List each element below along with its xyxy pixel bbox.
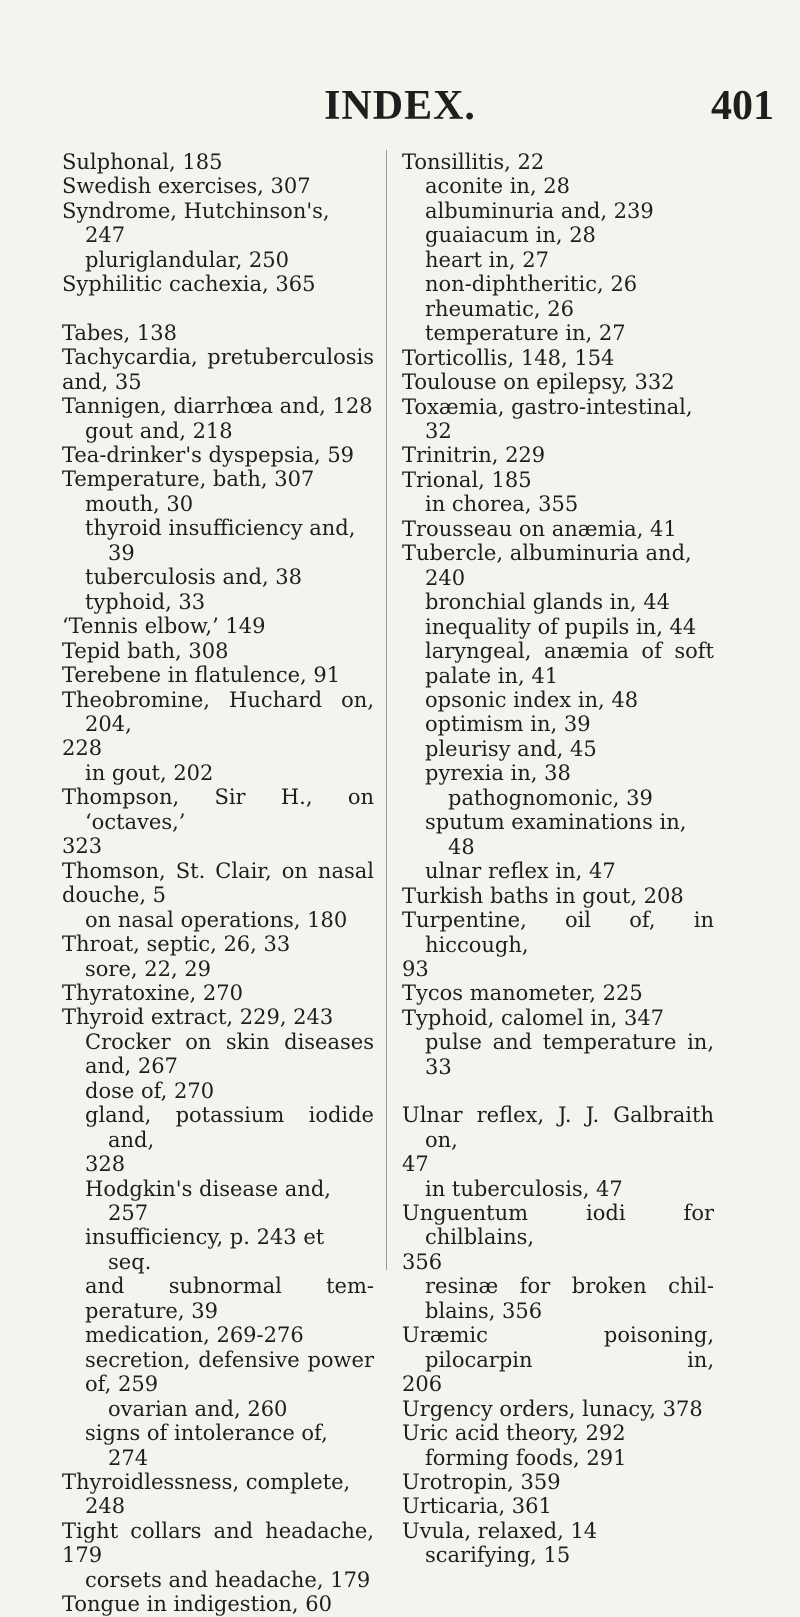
entry-continuation: 93 bbox=[402, 956, 429, 981]
index-entry: Tepid bath, 308 bbox=[62, 638, 229, 663]
entry-line: Crocker on skin diseases bbox=[85, 1029, 374, 1054]
index-subentry: pathognomonic, 39 bbox=[448, 785, 653, 810]
index-entry bbox=[62, 345, 374, 394]
index-entry bbox=[62, 859, 374, 908]
index-entry: Thyratoxine, 270 bbox=[62, 980, 243, 1005]
entry-line: Unguentum iodi for chilblains, bbox=[402, 1201, 714, 1250]
index-subentry: sore, 22, 29 bbox=[85, 956, 212, 981]
index-column-right bbox=[402, 150, 714, 1568]
index-entry: Tannigen, diarrhœa and, 128 bbox=[62, 394, 373, 419]
index-subentry: bronchial glands in, 44 bbox=[425, 590, 670, 615]
index-entry: Syphilitic cachexia, 365 bbox=[62, 272, 316, 297]
index-entry bbox=[402, 1103, 714, 1176]
index-entry: Trousseau on anæmia, 41 bbox=[402, 516, 677, 541]
index-subentry: corsets and headache, 179 bbox=[85, 1567, 371, 1592]
entry-continuation: douche, 5 bbox=[62, 883, 167, 908]
index-subentry: tuberculosis and, 38 bbox=[85, 565, 303, 590]
index-subentry: pyrexia in, 38 bbox=[425, 761, 571, 786]
entry-continuation: of, 259 bbox=[85, 1372, 159, 1397]
index-entry: Urticaria, 361 bbox=[402, 1494, 552, 1519]
entry-continuation: 356 bbox=[402, 1249, 443, 1274]
index-entry: Tea-drinker's dyspepsia, 59 bbox=[62, 442, 355, 467]
index-subentry: on nasal operations, 180 bbox=[85, 907, 348, 932]
index-subentry: inequality of pupils in, 44 bbox=[425, 614, 697, 639]
index-entry: Uvula, relaxed, 14 bbox=[402, 1518, 598, 1543]
index-entry: Tycos manometer, 225 bbox=[402, 981, 643, 1006]
index-entry: Thyroid extract, 229, 243 bbox=[62, 1005, 334, 1030]
index-subentry bbox=[85, 1225, 374, 1323]
index-subentry: scarifying, 15 bbox=[425, 1543, 571, 1568]
index-entry: Tongue in indigestion, 60 bbox=[62, 1592, 332, 1617]
entry-line: pulse and temperature in, bbox=[425, 1030, 714, 1055]
index-subentry: heart in, 27 bbox=[425, 247, 549, 272]
index-subentry: albuminuria and, 239 bbox=[425, 198, 654, 223]
entry-line: gland, potassium iodide and, bbox=[85, 1103, 374, 1152]
index-subentry: guaiacum in, 28 bbox=[425, 223, 596, 248]
entry-line: insufficiency, p. 243 et seq. bbox=[85, 1225, 325, 1274]
page-number: 401 bbox=[711, 83, 774, 129]
index-subentry: typhoid, 33 bbox=[85, 589, 206, 614]
index-subentry: gout and, 218 bbox=[85, 418, 233, 443]
index-entry: Tubercle, albuminuria and, 240 bbox=[402, 541, 692, 590]
index-subentry: pluriglandular, 250 bbox=[85, 247, 290, 272]
index-subentry: signs of intolerance of, 274 bbox=[85, 1421, 328, 1470]
index-entry bbox=[62, 785, 374, 858]
page-header bbox=[0, 82, 800, 132]
index-subentry: opsonic index in, 48 bbox=[425, 687, 639, 712]
entry-continuation: and subnormal tem- bbox=[85, 1274, 374, 1299]
entry-continuation: 33 bbox=[425, 1054, 452, 1079]
entry-line: Thompson, Sir H., on ‘octaves,’ bbox=[62, 785, 374, 834]
index-subentry: ulnar reflex in, 47 bbox=[425, 859, 616, 884]
entry-line: Theobromine, Huchard on, 204, bbox=[62, 687, 374, 736]
index-column-left bbox=[62, 150, 374, 1617]
index-subentry: ovarian and, 260 bbox=[108, 1396, 288, 1421]
entry-line: Ulnar reflex, J. J. Galbraith on, bbox=[402, 1103, 714, 1152]
index-entry: Throat, septic, 26, 33 bbox=[62, 932, 291, 957]
index-subentry: mouth, 30 bbox=[85, 491, 194, 516]
entry-continuation: and, 35 bbox=[62, 369, 142, 394]
entry-line: Uræmic poisoning, pilocarpin in, bbox=[402, 1323, 714, 1372]
index-subentry bbox=[425, 639, 714, 688]
entry-continuation: 47 bbox=[402, 1152, 429, 1177]
index-subentry: sputum examinations in, 48 bbox=[425, 810, 687, 859]
index-subentry: dose of, 270 bbox=[85, 1078, 215, 1103]
column-divider bbox=[386, 150, 387, 1270]
index-subentry: Hodgkin's disease and, 257 bbox=[85, 1176, 331, 1226]
index-entry: Trional, 185 bbox=[402, 467, 532, 492]
index-subentry: temperature in, 27 bbox=[425, 321, 626, 346]
entry-continuation: and, 267 bbox=[85, 1054, 178, 1079]
index-entry: ‘Tennis elbow,’ 149 bbox=[62, 614, 266, 639]
entry-line: Turpentine, oil of, in hiccough, bbox=[402, 908, 714, 957]
index-subentry: optimism in, 39 bbox=[425, 712, 591, 737]
entry-line: resinæ for broken chil- bbox=[425, 1274, 714, 1299]
index-subentry: medication, 269-276 bbox=[85, 1323, 304, 1348]
entry-continuation: blains, 356 bbox=[425, 1298, 543, 1323]
index-entry: Syndrome, Hutchinson's, 247 bbox=[62, 198, 330, 248]
index-subentry: pleurisy and, 45 bbox=[425, 736, 597, 761]
index-entry: Urotropin, 359 bbox=[402, 1470, 561, 1495]
index-entry: Toxæmia, gastro-intestinal, 32 bbox=[402, 394, 693, 443]
entry-line: Tight collars and headache, bbox=[62, 1518, 374, 1543]
index-subentry: non-diphtheritic, 26 bbox=[425, 272, 638, 297]
index-entry: Toulouse on epilepsy, 332 bbox=[402, 370, 675, 395]
index-entry: Uric acid theory, 292 bbox=[402, 1421, 626, 1446]
entry-continuation: palate in, 41 bbox=[425, 663, 559, 688]
index-entry: Trinitrin, 229 bbox=[402, 443, 546, 468]
index-subentry: in tuberculosis, 47 bbox=[425, 1176, 623, 1201]
entry-line: secretion, defensive power bbox=[85, 1347, 374, 1372]
index-entry: Tonsillitis, 22 bbox=[402, 150, 545, 174]
index-entry: Temperature, bath, 307 bbox=[62, 467, 315, 492]
index-subentry: in gout, 202 bbox=[85, 760, 214, 785]
index-subentry: forming foods, 291 bbox=[425, 1445, 627, 1470]
index-entry bbox=[62, 1519, 374, 1568]
entry-continuation: 328 bbox=[85, 1152, 126, 1177]
index-entry: Typhoid, calomel in, 347 bbox=[402, 1005, 665, 1030]
index-entry: Thyroidlessness, complete, 248 bbox=[62, 1470, 351, 1519]
index-entry: Urgency orders, lunacy, 378 bbox=[402, 1396, 703, 1421]
index-entry bbox=[62, 688, 374, 761]
index-subentry bbox=[85, 1348, 374, 1397]
index-entry bbox=[402, 1201, 714, 1274]
page-title: INDEX. bbox=[324, 83, 476, 129]
index-subentry bbox=[85, 1103, 374, 1176]
index-entry: Turkish baths in gout, 208 bbox=[402, 883, 684, 908]
index-subentry: rheumatic, 26 bbox=[425, 296, 574, 321]
entry-line: Thomson, St. Clair, on nasal bbox=[62, 858, 374, 883]
index-entry: Swedish exercises, 307 bbox=[62, 174, 311, 199]
index-entry: Terebene in flatulence, 91 bbox=[62, 663, 341, 688]
index-entry: Torticollis, 148, 154 bbox=[402, 345, 615, 370]
entry-line: laryngeal, anæmia of soft bbox=[425, 639, 714, 664]
index-entry bbox=[402, 908, 714, 981]
index-subentry bbox=[85, 1030, 374, 1079]
index-subentry: aconite in, 28 bbox=[425, 174, 571, 199]
index-entry: Sulphonal, 185 bbox=[62, 150, 223, 174]
entry-continuation: 228 bbox=[62, 736, 103, 761]
entry-continuation: perature, 39 bbox=[85, 1298, 218, 1323]
entry-line: Tachycardia, pretuberculosis bbox=[62, 345, 374, 370]
index-subentry: thyroid insufficiency and, 39 bbox=[85, 516, 356, 565]
entry-continuation: 206 bbox=[402, 1372, 443, 1397]
entry-continuation: 323 bbox=[62, 834, 103, 859]
entry-continuation: 179 bbox=[62, 1543, 103, 1568]
index-subentry bbox=[425, 1030, 714, 1079]
index-entry: Tabes, 138 bbox=[62, 320, 177, 345]
index-subentry: in chorea, 355 bbox=[425, 492, 579, 517]
index-entry bbox=[402, 1323, 714, 1396]
